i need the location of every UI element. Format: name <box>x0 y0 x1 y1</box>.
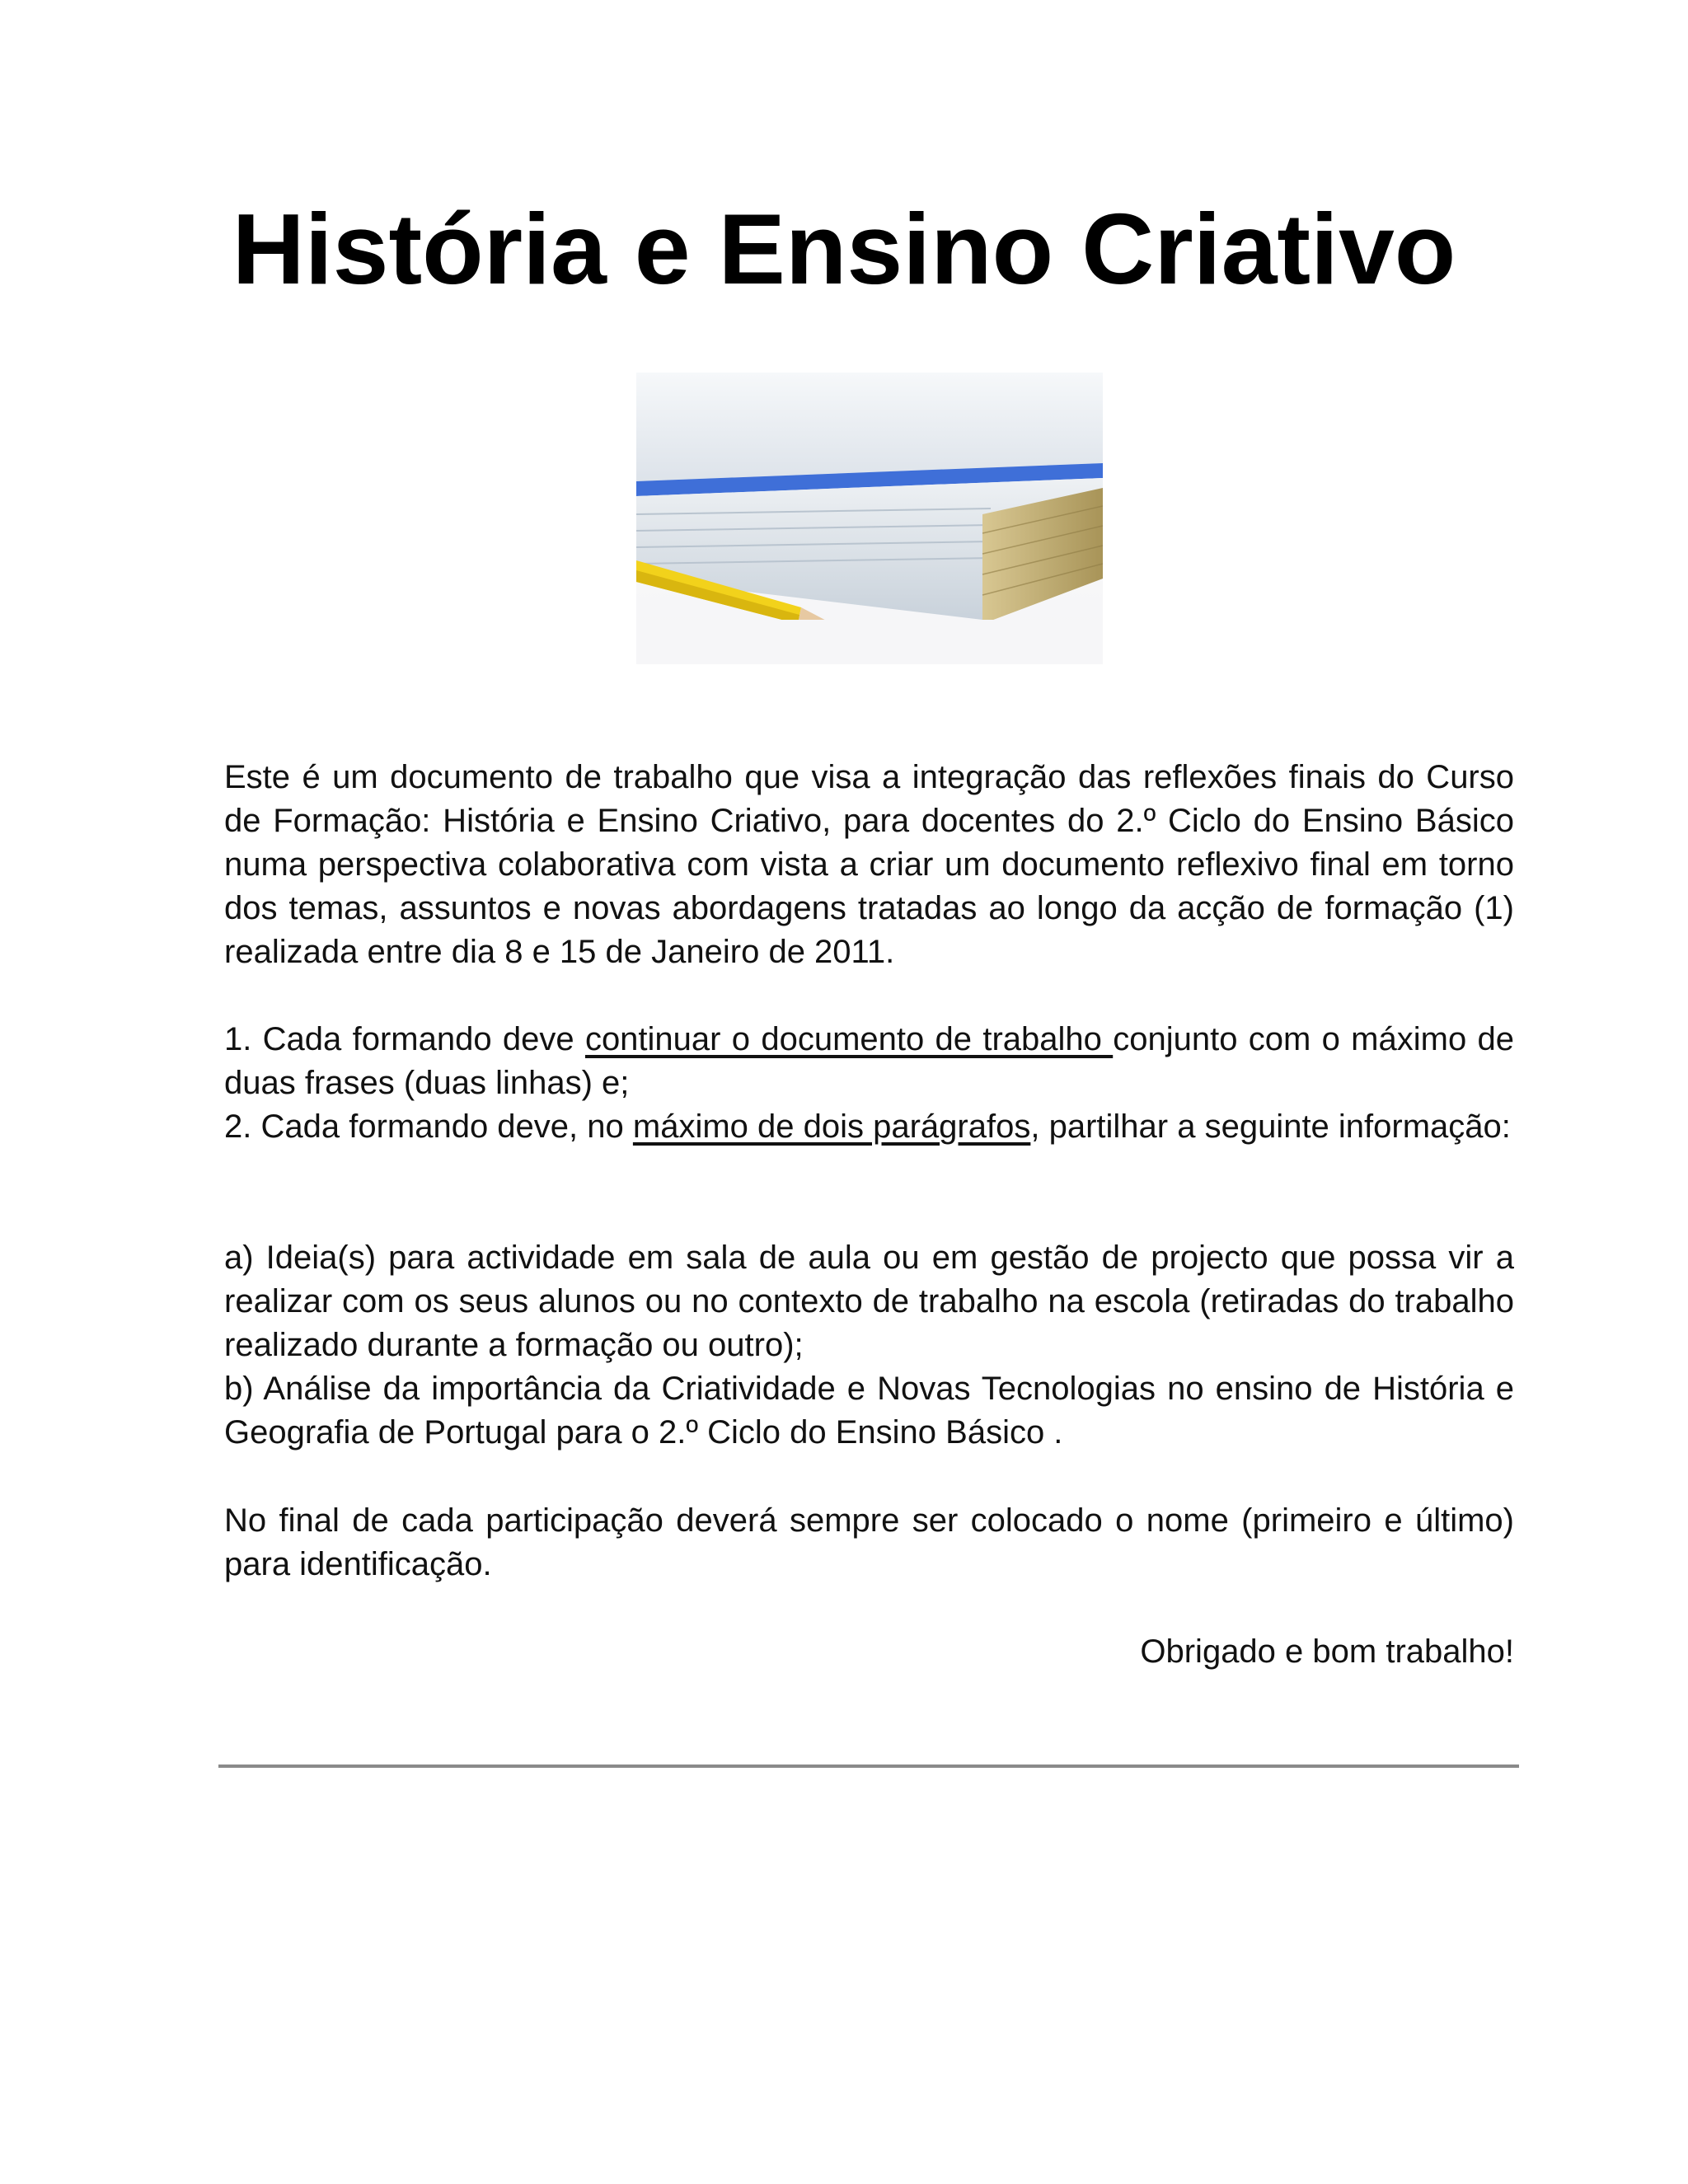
closing-paragraph: No final de cada participação deverá sempre ser colocado o nome (primeiro e último) para identificação. <box>224 1502 1514 1582</box>
book-and-pencil-image <box>636 373 1103 664</box>
rule-2-underlined: máximo de dois parágrafos <box>632 1108 1031 1145</box>
rule-1-prefix: 1. Cada formando deve <box>224 1021 585 1057</box>
rule-item-1 <box>224 1018 1514 1105</box>
intro-paragraph: Este é um documento de trabalho que visa a integração das reflexões finais do Curso de Formação: História e Ensino Criativo, para docentes do 2.º Ciclo do Ensino Básico numa perspectiva colaborativa com vista a criar um documento reflexivo final em torno dos temas, assuntos e novas abordagens tratadas ao longo da acção de formação (1) realizada entre dia 8 e 15 de Janeiro de 2011. <box>224 759 1514 970</box>
rule-1-suffix: conjunto com o máximo de duas frases (duas linhas) e; <box>224 1021 1514 1101</box>
sub-item-b: b) Análise da importância da Criatividade e Novas Tecnologias no ensino de História e Geografia de Portugal para o 2.º Ciclo do Ensino Básico . <box>224 1371 1514 1451</box>
rules-list <box>224 1018 1514 1149</box>
rule-1-underlined: continuar o documento de trabalho <box>584 1021 1114 1057</box>
sub-items-list <box>224 1236 1514 1455</box>
sub-item-a: a) Ideia(s) para actividade em sala de aula ou em gestão de projecto que possa vir a realizar com os seus alunos ou no contexto de trabalho na escola (retiradas do trabalho realizado durante a formação ou outro); <box>224 1240 1514 1363</box>
rule-2-suffix: , partilhar a seguinte informação: <box>1030 1108 1511 1145</box>
horizontal-divider <box>218 1765 1519 1768</box>
rule-item-2 <box>224 1105 1514 1149</box>
rule-2-prefix: 2. Cada formando deve, no <box>224 1108 633 1145</box>
document-title: História e Ensino Criativo <box>232 193 1456 305</box>
thanks-line: Obrigado e bom trabalho! <box>1140 1633 1514 1670</box>
